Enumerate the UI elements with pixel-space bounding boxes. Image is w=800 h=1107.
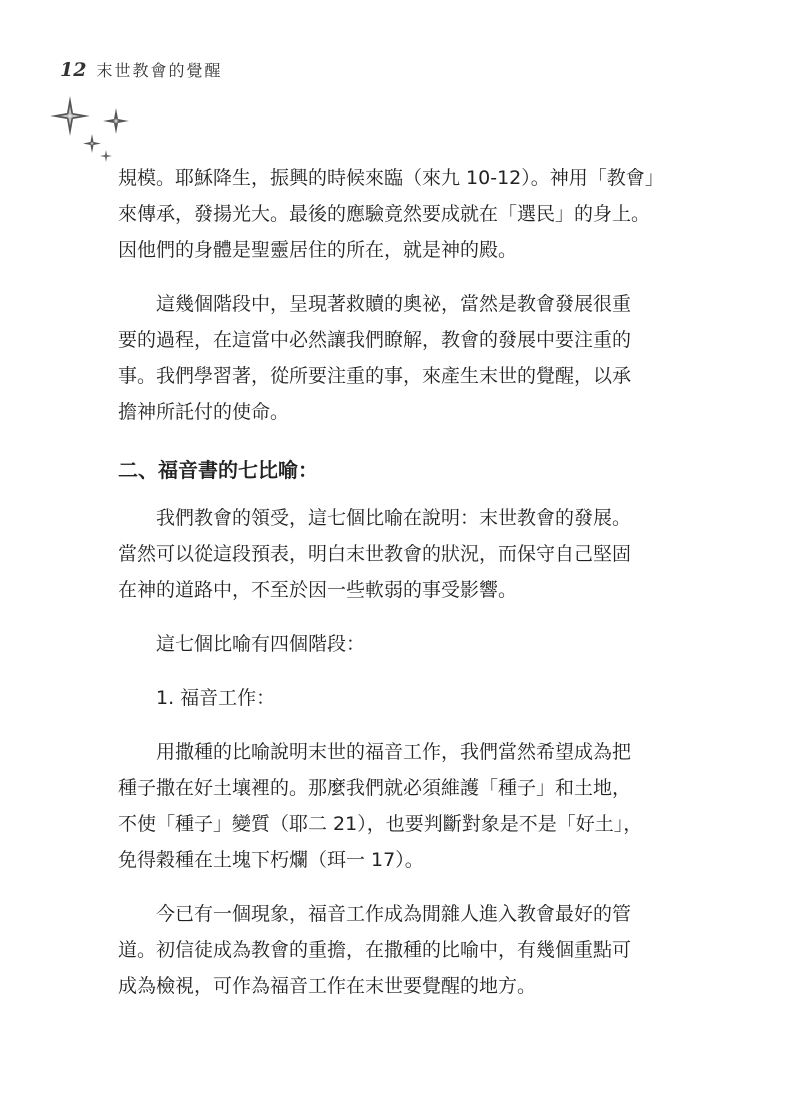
- paragraph-5: [118, 734, 698, 878]
- paragraph-4: [118, 626, 698, 662]
- text-line: 在神的道路中，不至於因一些軟弱的事受影響。: [118, 579, 518, 601]
- sparkle-large-icon: [50, 96, 90, 136]
- text-line: 這幾個階段中，呈現著救贖的奧祕，當然是教會發展很重: [156, 293, 632, 315]
- paragraph-6: [118, 896, 698, 1004]
- text-line: 事。我們學習著，從所要注重的事，來產生末世的覺醒，以承: [118, 365, 632, 387]
- text-line: 今已有一個現象，福音工作成為閒雜人進入教會最好的管: [156, 903, 632, 925]
- text-line: 因他們的身體是聖靈居住的所在，就是神的殿。: [118, 239, 518, 261]
- paragraph-1: [118, 160, 698, 268]
- text-line: 這七個比喻有四個階段：: [156, 633, 366, 655]
- page-number: 12: [60, 59, 87, 81]
- text-line: 當然可以從這段預表，明白末世教會的狀況，而保守自己堅固: [118, 543, 632, 565]
- sparkle-small-icon: [83, 134, 101, 153]
- text-line: 要的過程，在這當中必然讓我們瞭解，教會的發展中要注重的: [118, 329, 632, 351]
- text-line: 不使「種子」變質（耶二 21），也要判斷對象是不是「好土」，: [118, 813, 643, 835]
- text-line: 免得穀種在土塊下朽爛（珥一 17）。: [118, 849, 424, 871]
- section-heading: 二、福音書的七比喻：: [118, 458, 318, 482]
- sparkle-stars-icon: [40, 88, 140, 168]
- running-header: [60, 58, 222, 86]
- sparkle-tiny-icon: [100, 150, 112, 162]
- paragraph-2: [118, 286, 698, 430]
- subheading-gospel-work: 1. 福音工作：: [156, 687, 276, 709]
- text-line: 成為檢視，可作為福音工作在末世要覺醒的地方。: [118, 975, 537, 997]
- text-line: 規模。耶穌降生，振興的時候來臨（來九 10-12）。神用「教會」: [118, 167, 664, 189]
- book-title: 末世教會的覺醒: [96, 61, 223, 80]
- text-line: 我們教會的領受，這七個比喻在說明：末世教會的發展。: [156, 507, 632, 529]
- paragraph-3: [118, 500, 698, 608]
- text-line: 種子撒在好土壤裡的。那麼我們就必須維護「種子」和土地，: [118, 777, 632, 799]
- text-line: 道。初信徒成為教會的重擔，在撒種的比喻中，有幾個重點可: [118, 939, 632, 961]
- sparkle-medium-icon: [103, 108, 129, 134]
- page-body: [118, 160, 698, 1022]
- text-line: 擔神所託付的使命。: [118, 401, 290, 423]
- text-line: 用撒種的比喻說明末世的福音工作，我們當然希望成為把: [156, 741, 632, 763]
- text-line: 來傳承，發揚光大。最後的應驗竟然要成就在「選民」的身上。: [118, 203, 651, 225]
